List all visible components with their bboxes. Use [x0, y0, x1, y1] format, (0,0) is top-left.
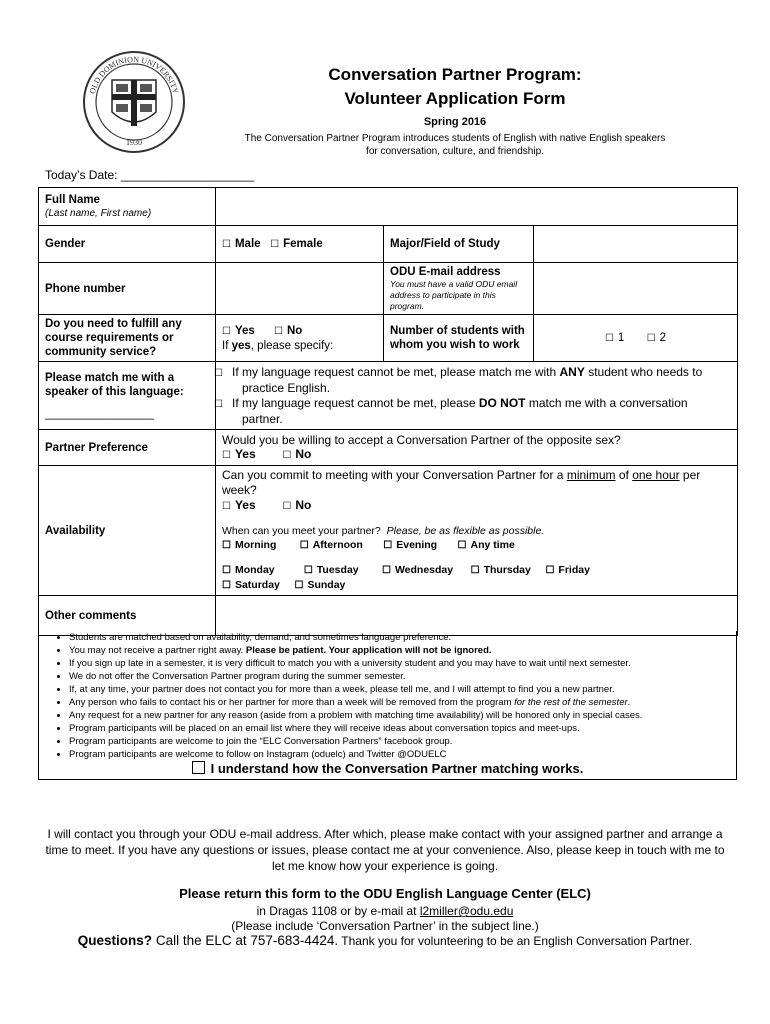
list-item: • Program participants are welcome to join the “ELC Conversation Partners” facebook group. [69, 735, 728, 748]
checkbox-icon[interactable]: ☐ [383, 540, 393, 551]
phone-input[interactable] [216, 263, 384, 315]
service-yes[interactable]: Yes [234, 324, 255, 337]
gender-label: Gender [39, 226, 216, 263]
svg-text:1930: 1930 [126, 138, 142, 147]
return-details: in Dragas 1108 or by e-mail at l2miller@odu.edu (Please include ‘Conversation Partner’ in the subject line.) [231, 904, 539, 933]
commit-no[interactable]: No [295, 498, 312, 512]
list-item: • We do not offer the Conversation Partner program during the summer semester. [69, 670, 728, 683]
male-option[interactable]: Male [234, 237, 261, 250]
checkbox-icon[interactable]: ☐ [470, 565, 480, 576]
checkbox-icon[interactable]: ☐ [646, 332, 656, 344]
checkbox-icon[interactable]: ☐ [457, 540, 467, 551]
match-language-cell: Please match me with a speaker of this language: _________________ [39, 362, 216, 430]
application-table [38, 187, 738, 636]
time-morning[interactable]: Morning [234, 539, 277, 551]
checkbox-icon[interactable]: ☐ [299, 540, 309, 551]
opposite-sex-yes[interactable]: Yes [234, 446, 256, 461]
list-item: • Any request for a new partner for any reason (aside from a problem with matching time availability) will be honored only in special cases. [69, 709, 728, 722]
gender-options [216, 226, 384, 263]
email-label-cell: ODU E-mail address You must have a valid ODU email address to participate in this program. [384, 263, 534, 315]
checkbox-icon[interactable]: ☐ [222, 501, 231, 512]
checkbox-icon[interactable]: ☐ [381, 565, 391, 576]
checkbox-icon[interactable]: ☐ [222, 238, 231, 250]
language-blank[interactable]: _________________ [45, 407, 154, 420]
other-comments-input[interactable] [216, 596, 738, 636]
list-item: • You may not receive a partner right away. Please be patient. Your application will not be ignored. [69, 644, 728, 657]
checkbox-icon[interactable]: ☐ [222, 325, 231, 337]
return-title: Please return this form to the ODU English Language Center (ELC) [179, 886, 591, 901]
two-students-option[interactable]: 2 [659, 331, 667, 344]
partner-pref-label: Partner Preference [39, 430, 216, 466]
day-thursday[interactable]: Thursday [483, 564, 531, 576]
one-student-option[interactable]: 1 [617, 331, 625, 344]
program-rules-list [38, 631, 737, 780]
checkbox-icon[interactable]: ☐ [294, 580, 304, 591]
checkbox-icon[interactable] [192, 761, 205, 774]
time-evening[interactable]: Evening [396, 539, 438, 551]
checkbox-icon[interactable]: ☐ [270, 238, 280, 250]
major-input[interactable] [534, 226, 738, 263]
email-link[interactable]: l2miller@odu.edu [419, 904, 514, 918]
service-label: Do you need to fulfill any course requirements or community service? [39, 315, 216, 362]
checkbox-icon[interactable]: ☐ [222, 565, 231, 576]
odu-seal-logo [80, 50, 188, 154]
day-monday[interactable]: Monday [234, 564, 275, 576]
checkbox-icon[interactable]: ☐ [273, 325, 283, 337]
checkbox-icon[interactable]: ☐ [545, 565, 555, 576]
opposite-sex-no[interactable]: No [295, 446, 312, 461]
email-input[interactable] [534, 263, 738, 315]
num-students-label: Number of students with whom you wish to work [384, 315, 534, 362]
time-any[interactable]: Any time [470, 539, 515, 551]
list-item: • Any person who fails to contact his or her partner for more than a week will be removed from the program for the rest of the semester. [69, 696, 728, 709]
list-item: • Program participants are welcome to follow on Instagram (oduelc) and Twitter @ODUELC [69, 748, 728, 761]
commit-yes[interactable]: Yes [234, 498, 256, 512]
partner-pref-cell: Would you be willing to accept a Conversation Partner of the opposite sex? ☐ Yes ☐ No [216, 430, 738, 466]
form-title-line2: Volunteer Application Form [344, 89, 566, 108]
day-friday[interactable]: Friday [558, 564, 590, 576]
form-title-line1: Conversation Partner Program: [328, 65, 582, 84]
match-options: ☐ If my language request cannot be met, please match me with ANY student who needs to practice English. ☐ If my language request cannot be met, please DO NOT match me with a conversation partner. [216, 362, 738, 430]
full-name-input[interactable] [216, 188, 738, 226]
day-wednesday[interactable]: Wednesday [394, 564, 454, 576]
intro-text: The Conversation Partner Program introduces students of English with native English speakers for conversation, culture, and friendship. [244, 133, 666, 157]
term: Spring 2016 [423, 116, 487, 128]
other-comments-label: Other comments [39, 596, 216, 636]
todays-date-field[interactable]: Today’s Date: ____________________ [45, 168, 255, 182]
availability-label: Availability [39, 466, 216, 596]
checkbox-icon[interactable]: ☐ [604, 332, 614, 344]
list-item: • If you sign up late in a semester, it is very difficult to match you with a university student and you may have to wait until next semester. [69, 657, 728, 670]
day-saturday[interactable]: Saturday [234, 579, 280, 591]
service-options: ☐ Yes ☐ No If yes, please specify: [216, 315, 384, 362]
checkbox-icon[interactable]: ☐ [282, 501, 292, 512]
checkbox-icon[interactable]: ☐ [222, 540, 231, 551]
closing-paragraph: I will contact you through your ODU e-mail address. After which, please make contact with your assigned partner and arrange a time to meet. If you have any questions or issues, please contact me at your convenience. Also, please keep in touch with me to let me know how your experience is going. [45, 827, 725, 873]
phone-label: Phone number [39, 263, 216, 315]
svg-text:OLD DOMINION UNIVERSITY: OLD DOMINION UNIVERSITY [87, 54, 181, 95]
list-item: • Students are matched based on availability, demand, and sometimes language preference. [69, 631, 728, 644]
female-option[interactable]: Female [283, 237, 323, 250]
understand-checkbox-row[interactable]: I understand how the Conversation Partner matching works. [39, 761, 736, 777]
full-name-label-cell: Full Name (Last name, First name) [39, 188, 216, 226]
day-sunday[interactable]: Sunday [307, 579, 346, 591]
service-no[interactable]: No [286, 324, 303, 337]
num-students-options [534, 315, 738, 362]
availability-cell: Can you commit to meeting with your Conversation Partner for a minimum of one hour per week? ☐ Yes ☐ No When can you meet your partner? Please, be as flexible as possible. ☐ Morning ☐ Afternoon ☐ Evening ☐ Any time ☐ Monday ☐ Tuesday ☐ Wednesday ☐ Thursday ☐ Friday ☐ Saturday ☐ Sunday [216, 466, 738, 596]
checkbox-icon[interactable]: ☐ [222, 449, 231, 461]
checkbox-icon[interactable]: ☐ [303, 565, 313, 576]
questions-line: Questions? Call the ELC at 757-683-4424. Thank you for volunteering to be an English Conversation Partner. [77, 933, 693, 948]
list-item: • If, at any time, your partner does not contact you for more than a week, please tell me, and I will attempt to find you a new partner. [69, 683, 728, 696]
checkbox-icon[interactable]: ☐ [222, 580, 231, 591]
day-tuesday[interactable]: Tuesday [316, 564, 359, 576]
checkbox-icon[interactable]: ☐ [282, 449, 292, 461]
time-afternoon[interactable]: Afternoon [312, 539, 363, 551]
major-label: Major/Field of Study [384, 226, 534, 263]
list-item: • Program participants will be placed on an email list where they will receive ideas about conversation topics and meet-ups. [69, 722, 728, 735]
